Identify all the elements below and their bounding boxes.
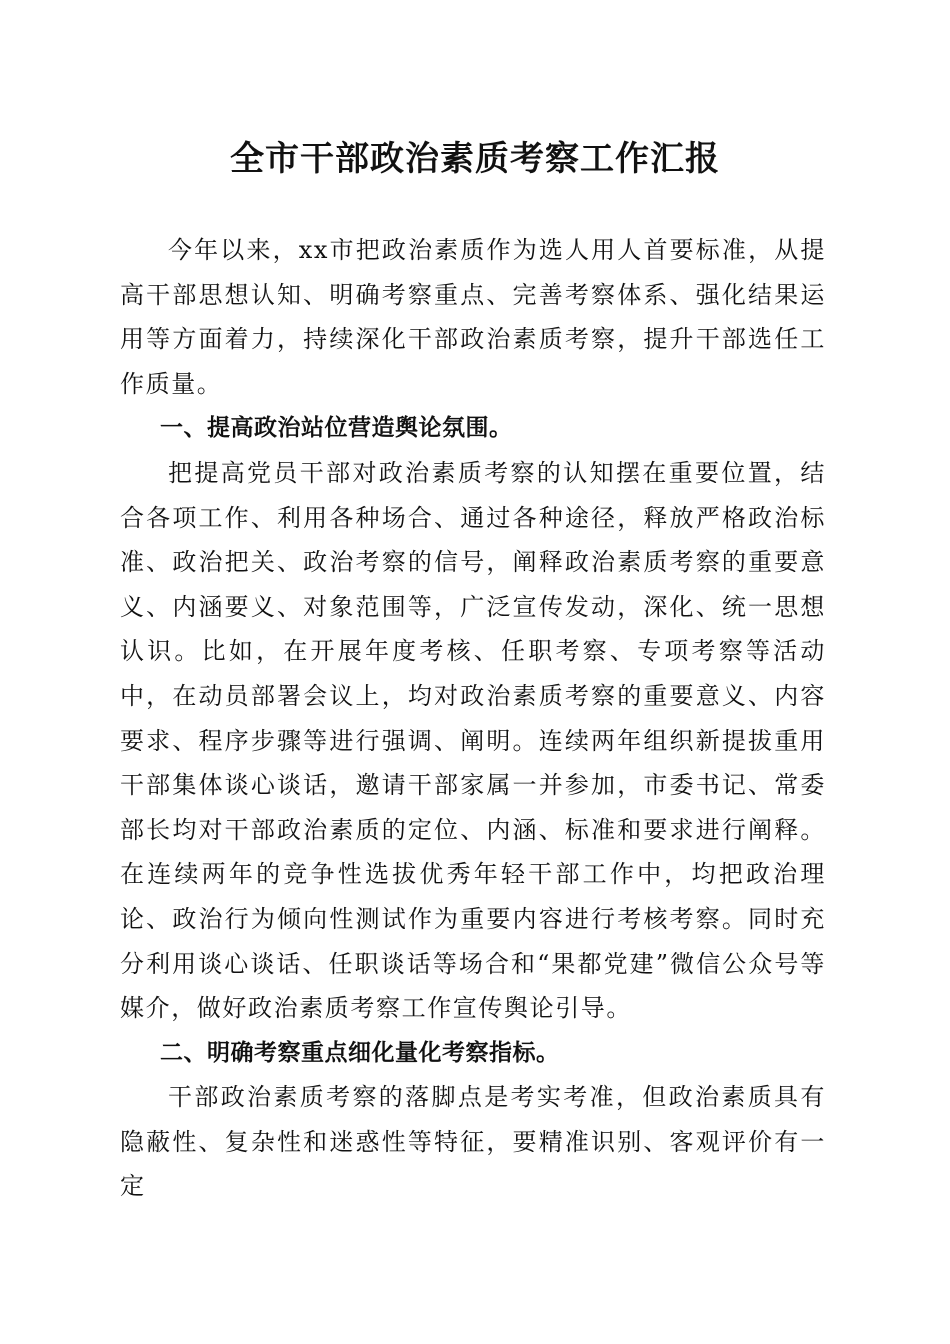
section-1-heading: 一、提高政治站位营造舆论氛围。 <box>160 415 513 442</box>
section-2-paragraph: 干部政治素质考察的落脚点是考实考准，但政治素质具有隐蔽性、复杂性和迷惑性等特征，要精准识别、客观评价有一定 <box>120 1083 826 1201</box>
document-title: 全市干部政治素质考察工作汇报 <box>230 139 720 179</box>
document-body <box>120 228 826 1209</box>
section-2-heading: 二、明确考察重点细化量化考察指标。 <box>160 1039 560 1066</box>
intro-paragraph: 今年以来，xx市把政治素质作为选人用人首要标准，从提高干部思想认知、明确考察重点、完善考察体系、强化结果运用等方面着力，持续深化干部政治素质考察，提升干部选任工作质量。 <box>120 236 826 398</box>
section-1-paragraph: 把提高党员干部对政治素质考察的认知摆在重要位置，结合各项工作、利用各种场合、通过各种途径，释放严格政治标准、政治把关、政治考察的信号，阐释政治素质考察的重要意义、内涵要义、对象范围等，广泛宣传发动，深化、统一思想认识。比如，在开展年度考核、任职考察、专项考察等活动中，在动员部署会议上，均对政治素质考察的重要意义、内容要求、程序步骤等进行强调、阐明。连续两年组织新提拔重用干部集体谈心谈话，邀请干部家属一并参加，市委书记、常委部长均对干部政治素质的定位、内涵、标准和要求进行阐释。在连续两年的竞争性选拔优秀年轻干部工作中，均把政治理论、政治行为倾向性测试作为重要内容进行考核考察。同时充分利用谈心谈话、任职谈话等场合和“果都党建”微信公众号等媒介，做好政治素质考察工作宣传舆论引导。 <box>120 458 826 1023</box>
